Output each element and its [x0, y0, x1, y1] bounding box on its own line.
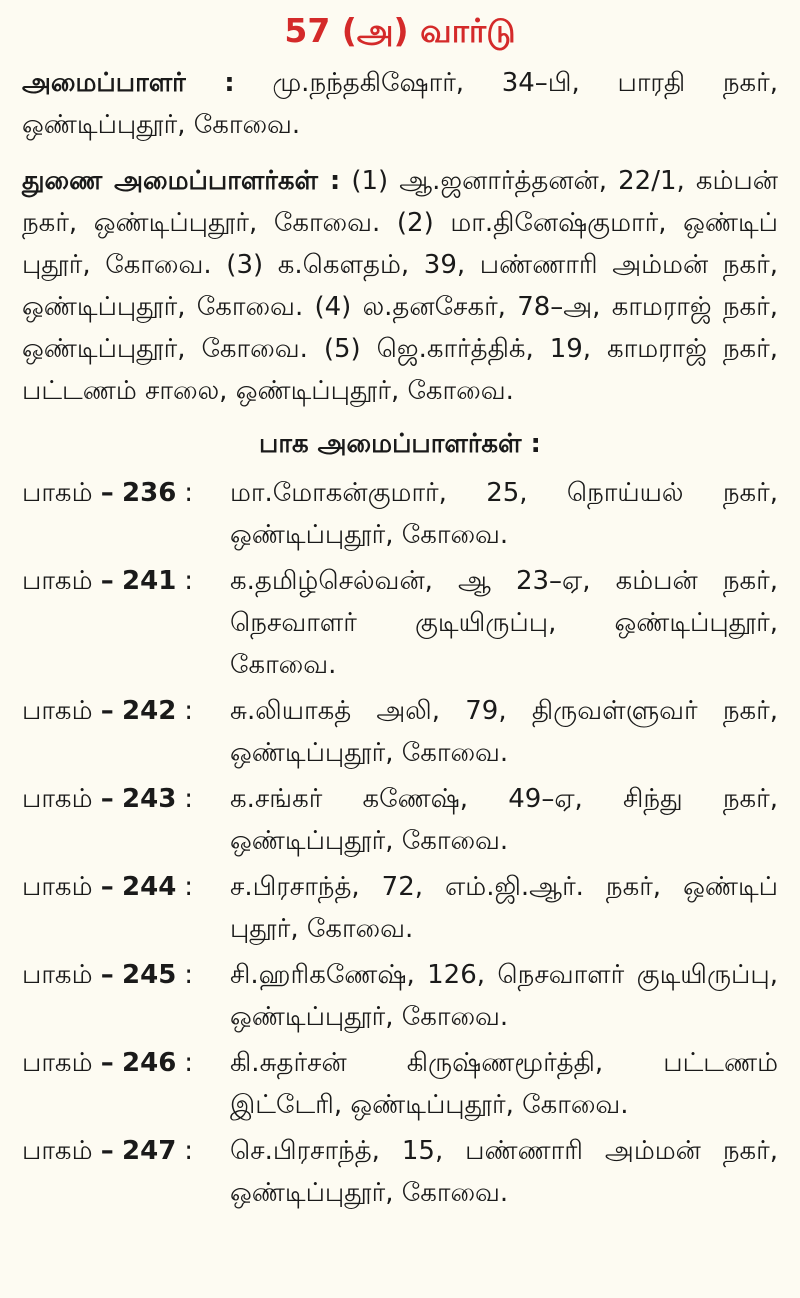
part-organizer-text: கி.சுதர்சன் கிருஷ்ணமூர்த்தி, பட்டணம் இட்டேரி, ஒண்டிப்புதூர், கோவை.: [230, 1048, 778, 1120]
part-number-label: பாகம் – 242 :: [22, 696, 194, 726]
part-row-241: [22, 560, 778, 686]
part-row-244: [22, 866, 778, 950]
part-row-245: [22, 954, 778, 1038]
part-organizer-text: சி.ஹரிகணேஷ், 126, நெசவாளர் குடியிருப்பு, ஒண்டிப்புதூர், கோவை.: [230, 960, 778, 1032]
part-number-label: பாகம் – 244 :: [22, 872, 194, 902]
part-organizers-list: [22, 472, 778, 1214]
part-row-236: [22, 472, 778, 556]
part-row-247: [22, 1130, 778, 1214]
part-row-243: [22, 778, 778, 862]
part-number-label: பாகம் – 241 :: [22, 566, 194, 596]
deputy-organizers-paragraph: [22, 160, 778, 412]
part-row-242: [22, 690, 778, 774]
part-organizer-text: மா.மோகன்குமார், 25, நொய்யல் நகர், ஒண்டிப்புதூர், கோவை.: [230, 478, 778, 550]
page-title: 57 (அ) வார்டு: [284, 11, 516, 50]
part-organizer-text: ச.பிரசாந்த், 72, எம்.ஜி.ஆர். நகர், ஒண்டிப் புதூர், கோவை.: [230, 872, 778, 944]
part-number-label: பாகம் – 246 :: [22, 1048, 194, 1078]
organizer-label: அமைப்பாளர் :: [22, 68, 235, 98]
part-organizers-heading: பாக அமைப்பாளர்கள் :: [259, 429, 541, 459]
part-organizer-text: சு.லியாகத் அலி, 79, திருவள்ளுவர் நகர், ஒண்டிப்புதூர், கோவை.: [230, 696, 778, 768]
part-organizer-text: செ.பிரசாந்த், 15, பண்ணாரி அம்மன் நகர், ஒண்டிப்புதூர், கோவை.: [230, 1136, 778, 1208]
part-organizer-text: க.தமிழ்செல்வன், ஆ 23–ஏ, கம்பன் நகர், நெசவாளர் குடியிருப்பு, ஒண்டிப்புதூர், கோவை.: [230, 566, 778, 680]
organizer-paragraph: [22, 62, 778, 146]
deputy-organizers-label: துணை அமைப்பாளர்கள் :: [22, 166, 341, 196]
part-row-246: [22, 1042, 778, 1126]
part-number-label: பாகம் – 243 :: [22, 784, 194, 814]
part-number-label: பாகம் – 247 :: [22, 1136, 194, 1166]
organizer-text: மு.நந்தகிஷோர், 34–பி, பாரதி நகர், ஒண்டிப்புதூர், கோவை.: [22, 68, 778, 140]
part-number-label: பாகம் – 245 :: [22, 960, 194, 990]
deputy-organizers-text: (1) ஆ.ஜனார்த்தனன், 22/1, கம்பன் நகர், ஒண்டிப்புதூர், கோவை. (2) மா.தினேஷ்குமார், ஒண்டிப் புதூர், கோவை. (3) க.கௌதம், 39, பண்ணாரி அம்மன் நகர், ஒண்டிப்புதூர், கோவை. (4) ல.தனசேகர், 78–அ, காமராஜ் நகர், ஒண்டிப்புதூர், கோவை. (5) ஜெ.கார்த்திக், 19, காமராஜ் நகர், பட்டணம் சாலை, ஒண்டிப்புதூர், கோவை.: [22, 166, 778, 406]
part-number-label: பாகம் – 236 :: [22, 478, 194, 508]
part-organizer-text: க.சங்கர் கணேஷ், 49–ஏ, சிந்து நகர், ஒண்டிப்புதூர், கோவை.: [230, 784, 778, 856]
